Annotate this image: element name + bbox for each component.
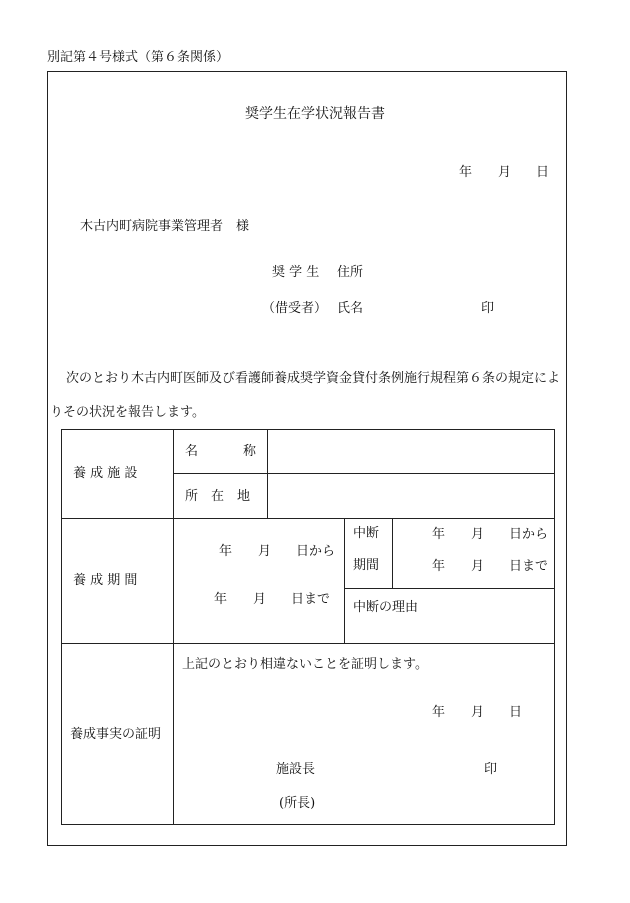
interruption-to-year: 年 [432, 559, 446, 574]
interruption-from-suffix: 日から [509, 527, 549, 542]
facility-name-label-a: 名 [185, 444, 199, 459]
period-from-month: 月 [258, 544, 272, 559]
period-to-year: 年 [214, 592, 228, 607]
facility-head-seal-label: 印 [484, 762, 498, 777]
applicant-seal-label: 印 [481, 301, 495, 316]
interruption-label-1: 中断 [353, 526, 380, 541]
applicant-role-sub: （借受者） [262, 301, 328, 316]
date-month-label: 月 [498, 165, 512, 180]
interruption-from-year: 年 [432, 527, 446, 542]
date-day-label: 日 [536, 165, 550, 180]
date-year-label: 年 [459, 165, 473, 180]
interruption-reason-label: 中断の理由 [353, 600, 419, 615]
document-title: 奨学生在学状況報告書 [245, 106, 385, 122]
period-to-month: 月 [253, 592, 267, 607]
body-text-line2: りその状況を報告します。 [50, 405, 205, 420]
addressee: 木古内町病院事業管理者 様 [80, 219, 250, 234]
interruption-to-suffix: 日まで [509, 559, 549, 574]
period-from-suffix: 日から [296, 544, 336, 559]
name-label: 氏名 [337, 301, 364, 316]
body-text-line1: 次のとおり木古内町医師及び看護師養成奨学資金貸付条例施行規程第６条の規定によ [66, 371, 561, 386]
certification-day: 日 [509, 705, 523, 720]
address-label: 住所 [337, 265, 364, 280]
facility-head-sub-label: (所長) [279, 796, 316, 811]
interruption-label-2: 期間 [353, 558, 380, 573]
facility-location-label: 所 在 地 [185, 489, 251, 504]
facility-label: 養 成 施 設 [73, 466, 138, 481]
form-number: 別記第４号様式（第６条関係） [47, 50, 230, 65]
period-to-suffix: 日まで [291, 592, 331, 607]
interruption-to-month: 月 [471, 559, 485, 574]
period-from-year: 年 [219, 544, 233, 559]
certification-label: 養成事実の証明 [70, 727, 162, 742]
certification-statement: 上記のとおり相違ないことを証明します。 [182, 657, 428, 672]
facility-name-label-b: 称 [243, 444, 257, 459]
interruption-from-month: 月 [471, 527, 485, 542]
applicant-role: 奨 学 生 [272, 265, 320, 280]
facility-head-label: 施設長 [276, 762, 316, 777]
period-label: 養 成 期 間 [73, 573, 138, 588]
certification-year: 年 [432, 705, 446, 720]
certification-month: 月 [471, 705, 485, 720]
